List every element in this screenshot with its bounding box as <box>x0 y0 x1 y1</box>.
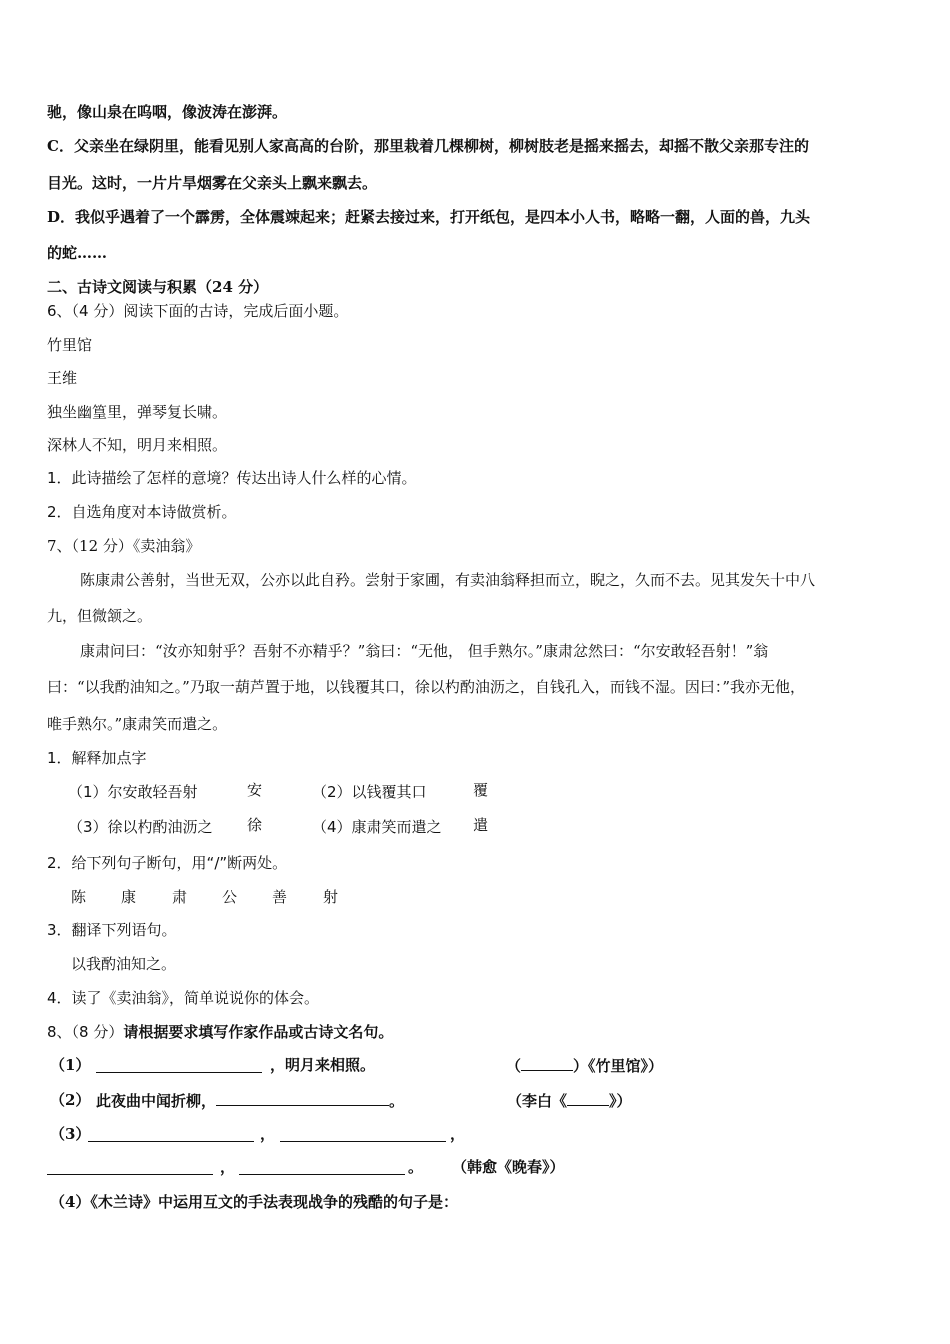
option-b-end: 驰，像山泉在呜咽，像波涛在澎湃。 <box>47 103 288 121</box>
fill3-blank-1[interactable] <box>88 1126 254 1142</box>
fill3-blank-2[interactable] <box>280 1126 446 1142</box>
q7-sub1: 1．解释加点字 <box>47 749 147 767</box>
fill1-number: （1） <box>50 1056 91 1074</box>
q7-stem: 7、（12 分）《卖油翁》 <box>47 537 201 555</box>
fill2-blank[interactable] <box>216 1090 389 1106</box>
fill2-source-blank[interactable] <box>567 1090 609 1106</box>
poem-author: 王维 <box>47 369 78 387</box>
fill3-blank-3[interactable] <box>47 1159 213 1175</box>
fill1-source-open: （ <box>506 1057 522 1075</box>
word-item-3: （3）徐以杓酌油沥之 <box>68 818 213 836</box>
q7-sub4: 4．读了《卖油翁》，简单说说你的体会。 <box>47 989 320 1007</box>
fill3-number: （3） <box>50 1125 91 1143</box>
q7-sub3-text: 以我酌油知之。 <box>71 955 177 973</box>
word-item-2: （2）以钱覆其口 <box>312 783 427 801</box>
word-char-3: 徐 <box>247 816 263 834</box>
fill3-comma: ， <box>260 1125 276 1143</box>
q8-stem-text: 请根据要求填写作家作品或古诗文名句。 <box>123 1023 394 1041</box>
fill3-source: （韩愈《晚春》） <box>452 1158 565 1176</box>
q7-paragraph1-line1: 陈康肃公善射，当世无双，公亦以此自矜。尝射于家圃，有卖油翁释担而立，睨之，久而不去。见其发矢十中八 <box>80 571 816 589</box>
sentence-char: 射 <box>323 888 339 906</box>
poem-line: 独坐幽篁里，弹琴复长啸。 <box>47 403 228 421</box>
q8-stem-number: 8、（8 分） <box>47 1023 124 1041</box>
option-c-line2: 目光。这时，一片片旱烟雾在父亲头上飘来飘去。 <box>47 174 378 192</box>
poem-line: 深林人不知，明月来相照。 <box>47 436 228 454</box>
fill2-line <box>96 1090 404 1111</box>
fill3-end: 。 <box>408 1158 424 1176</box>
fill1-source <box>506 1055 663 1076</box>
q7-paragraph2-line2: 曰：“以我酌油知之。”乃取一葫芦置于地，以钱覆其口，徐以杓酌油沥之，自钱孔入，而钱不湿。因曰：”我亦无他， <box>47 678 806 696</box>
fill1-text: ，明月来相照。 <box>270 1056 376 1074</box>
word-item-4: （4）康肃笑而遣之 <box>312 818 442 836</box>
q7-sub3: 3．翻译下列语句。 <box>47 921 177 939</box>
fill1-source-close: ）《竹里馆》） <box>573 1057 664 1075</box>
word-char-1: 安 <box>247 781 263 799</box>
q7-paragraph2-line3: 唯手熟尔。”康肃笑而遣之。 <box>47 715 228 733</box>
fill2-number: （2） <box>50 1091 91 1109</box>
section-heading: 二、古诗文阅读与积累（24 分） <box>47 278 269 296</box>
poem-title: 竹里馆 <box>47 336 93 354</box>
word-item-1: （1）尔安敢轻吾射 <box>68 783 198 801</box>
fill3-comma: ， <box>450 1125 466 1143</box>
q6-stem: 6、（4 分）阅读下面的古诗，完成后面小题。 <box>47 302 349 320</box>
fill2-end: 。 <box>389 1092 405 1110</box>
word-char-2: 覆 <box>473 781 489 799</box>
fill1-blank[interactable] <box>96 1057 262 1073</box>
option-d-line1: D．我似乎遇着了一个霹雳，全体震竦起来；赶紧去接过来，打开纸包，是四本小人书，略略一翻，人面的兽，九头 <box>47 208 811 226</box>
option-c-line1: C．父亲坐在绿阴里，能看见别人家高高的台阶，那里栽着几棵柳树，柳树肢老是摇来摇去，却摇不散父亲那专注的 <box>47 137 809 155</box>
q7-paragraph1-line2: 九，但微颔之。 <box>47 607 153 625</box>
fill3-blank-4[interactable] <box>239 1159 405 1175</box>
word-char-4: 遣 <box>473 816 489 834</box>
fill1-source-blank[interactable] <box>521 1055 573 1071</box>
q6-sub1: 1．此诗描绘了怎样的意境？传达出诗人什么样的心情。 <box>47 469 417 487</box>
fill2-source <box>507 1090 632 1111</box>
sentence-char: 肃 <box>172 888 188 906</box>
fill4-question: （4）《木兰诗》中运用互文的手法表现战争的残酷的句子是： <box>50 1193 458 1211</box>
fill3-comma: ， <box>220 1158 236 1176</box>
sentence-char: 公 <box>222 888 238 906</box>
option-d-line2: 的蛇…… <box>47 244 108 262</box>
sentence-char: 康 <box>121 888 137 906</box>
q6-sub2: 2．自选角度对本诗做赏析。 <box>47 503 237 521</box>
sentence-char: 陈 <box>71 888 87 906</box>
fill2-source-open: （李白《 <box>507 1092 568 1110</box>
q7-sub2: 2．给下列句子断句，用“/”断两处。 <box>47 854 288 872</box>
sentence-char: 善 <box>272 888 288 906</box>
fill2-source-close: 》） <box>609 1092 632 1110</box>
q7-paragraph2-line1: 康肃问曰：“汝亦知射乎？吾射不亦精乎？”翁曰：“无他， 但手熟尔。”康肃忿然曰：“尔安敢轻吾射！”翁 <box>80 642 769 660</box>
q8-stem <box>47 1022 393 1042</box>
fill2-text: 此夜曲中闻折柳， <box>96 1092 217 1110</box>
